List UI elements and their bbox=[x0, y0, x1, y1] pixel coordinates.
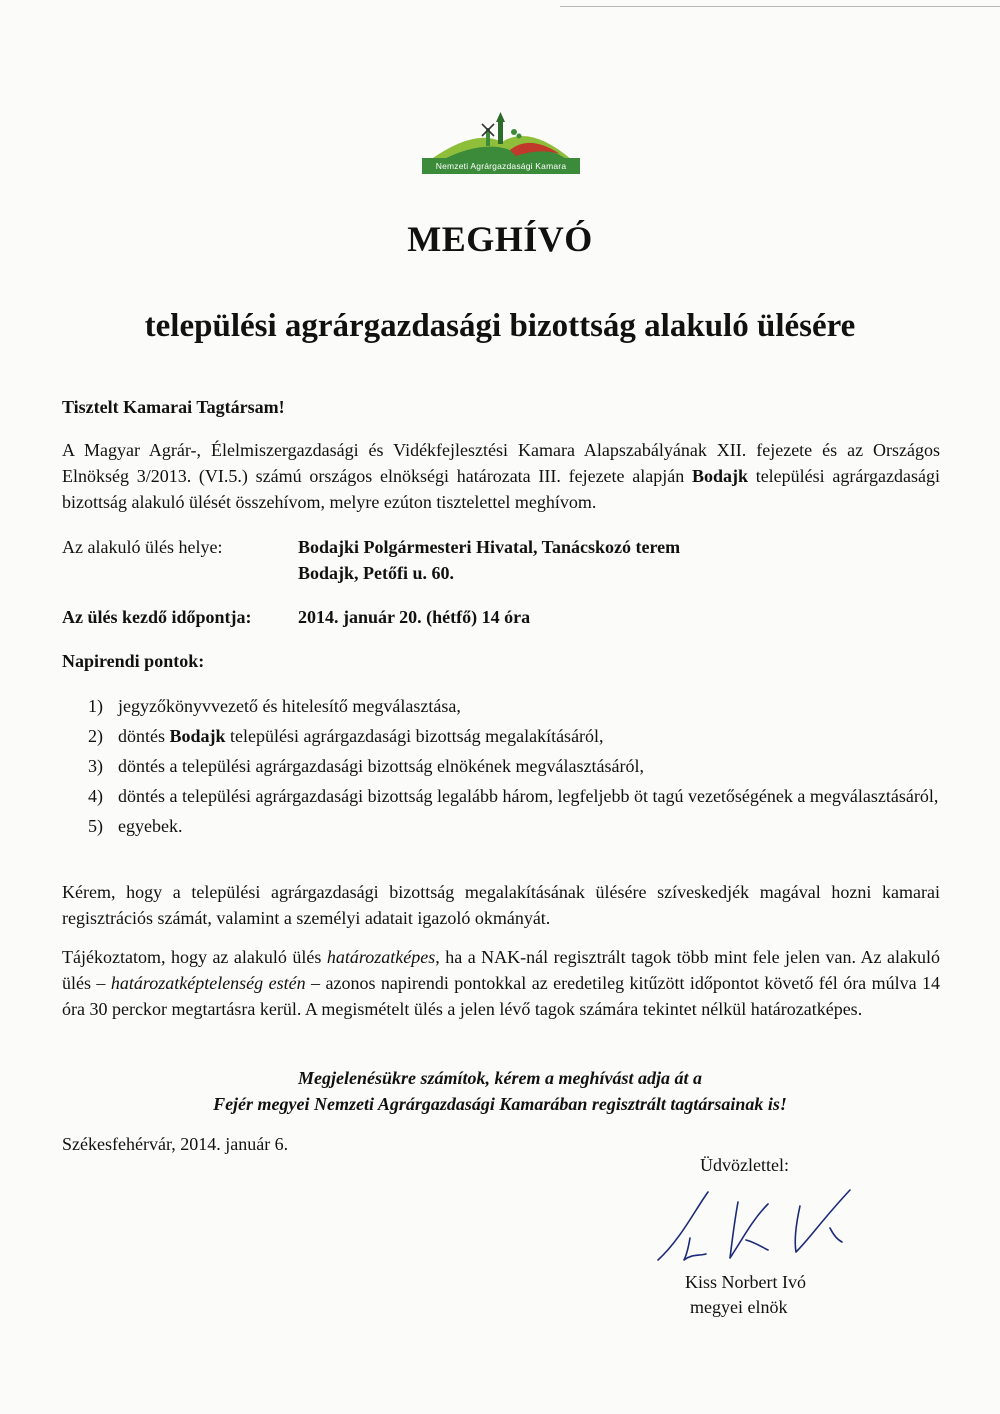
chamber-logo bbox=[420, 110, 582, 176]
agenda-item-text: döntés a települési agrárgazdasági bizottság elnökének megválasztásáról, bbox=[118, 756, 644, 776]
quorum-text-1: Tájékoztatom, hogy az alakuló ülés bbox=[62, 947, 322, 967]
quorum-paragraph bbox=[62, 944, 940, 1022]
closing-note bbox=[0, 1065, 1000, 1117]
signer-role: megyei elnök bbox=[690, 1297, 788, 1317]
agenda-item-number: 5) bbox=[88, 816, 103, 836]
agenda-item-text-pre: döntés bbox=[118, 726, 165, 746]
signer-name: Kiss Norbert Ivó bbox=[685, 1272, 806, 1292]
intro-municipality: Bodajk bbox=[691, 466, 748, 486]
agenda-list bbox=[88, 693, 940, 843]
quorum-italic-2: határozatképtelenség estén bbox=[110, 973, 306, 993]
quorum-text-3: – azonos napirendi pontokkal az eredetileg kitűzött időpontot követő fél óra múlva 14 óra 30 perckor megtartásra kerül. A megismételt ülés a jelen lévő tagok számára tekintet nélkül határozatképes. bbox=[62, 973, 941, 1019]
agenda-item-text: egyebek. bbox=[118, 816, 183, 836]
regards: Üdvözlettel: bbox=[700, 1155, 789, 1175]
start-time-value: 2014. január 20. (hétfő) 14 óra bbox=[298, 607, 531, 627]
agenda-item bbox=[88, 753, 940, 779]
agenda-item bbox=[88, 693, 940, 719]
handwritten-signature bbox=[650, 1180, 870, 1270]
venue-line-2: Bodajk, Petőfi u. 60. bbox=[298, 563, 455, 583]
agenda-item-text-post: települési agrárgazdasági bizottság megalakításáról, bbox=[230, 726, 604, 746]
place-date: Székesfehérvár, 2014. január 6. bbox=[62, 1134, 289, 1154]
agenda-item-number: 2) bbox=[88, 726, 103, 746]
intro-text-1: A Magyar Agrár-, Élelmiszergazdasági és Vidékfejlesztési Kamara Alapszabályának XII. fejezete és az Országos Elnökség 3/2013. (VI.5.) számú országos elnökségi határozata III. fejezete alapján bbox=[62, 440, 940, 486]
request-paragraph: Kérem, hogy a települési agrárgazdasági bizottság megalakításának ülésére szíveskedjék magával hozni kamarai regisztrációs számát, valamint a személyi adatait igazoló okmányát. bbox=[62, 882, 940, 928]
agenda-item bbox=[88, 813, 940, 839]
start-time-label: Az ülés kezdő időpontja: bbox=[62, 607, 252, 627]
quorum-text-2: , ha a NAK-nál regisztrált tagok több mint fele jelen van. Az alakuló ülés – bbox=[62, 947, 940, 993]
agenda-item-municipality: Bodajk bbox=[169, 726, 226, 746]
agenda-item-number: 3) bbox=[88, 756, 103, 776]
agenda-item-number: 4) bbox=[88, 786, 103, 806]
agenda-item bbox=[88, 783, 940, 809]
agenda-item-text: döntés a települési agrárgazdasági bizottság legalább három, legfeljebb öt tagú vezetőségének a megválasztásáról, bbox=[118, 786, 939, 806]
agenda-item-number: 1) bbox=[88, 696, 103, 716]
agenda-title: Napirendi pontok: bbox=[62, 651, 205, 671]
document-title: MEGHÍVÓ bbox=[407, 219, 593, 259]
venue-line-1: Bodajki Polgármesteri Hivatal, Tanácskozó terem bbox=[298, 537, 681, 557]
intro-text-2: települési agrárgazdasági bizottság alakuló ülését összehívom, melyre ezúton tisztelettel meghívom. bbox=[62, 466, 940, 512]
closing-line-1: Megjelenésükre számítok, kérem a meghívást adja át a bbox=[298, 1068, 702, 1088]
document-subtitle: települési agrárgazdasági bizottság alakuló ülésére bbox=[144, 308, 856, 344]
closing-line-2: Fejér megyei Nemzeti Agrárgazdasági Kamarában regisztrált tagtársainak is! bbox=[213, 1094, 787, 1114]
top-divider bbox=[560, 6, 1000, 7]
quorum-italic-1: határozatképes bbox=[326, 947, 436, 967]
agenda-item-text: jegyzőkönyvvezető és hitelesítő megválasztása, bbox=[118, 696, 461, 716]
agenda-item bbox=[88, 723, 940, 749]
greeting: Tisztelt Kamarai Tagtársam! bbox=[62, 397, 285, 417]
intro-paragraph bbox=[62, 437, 940, 515]
logo-band-text: Nemzeti Agrárgazdasági Kamara bbox=[422, 158, 580, 174]
venue-label: Az alakuló ülés helye: bbox=[62, 537, 223, 557]
